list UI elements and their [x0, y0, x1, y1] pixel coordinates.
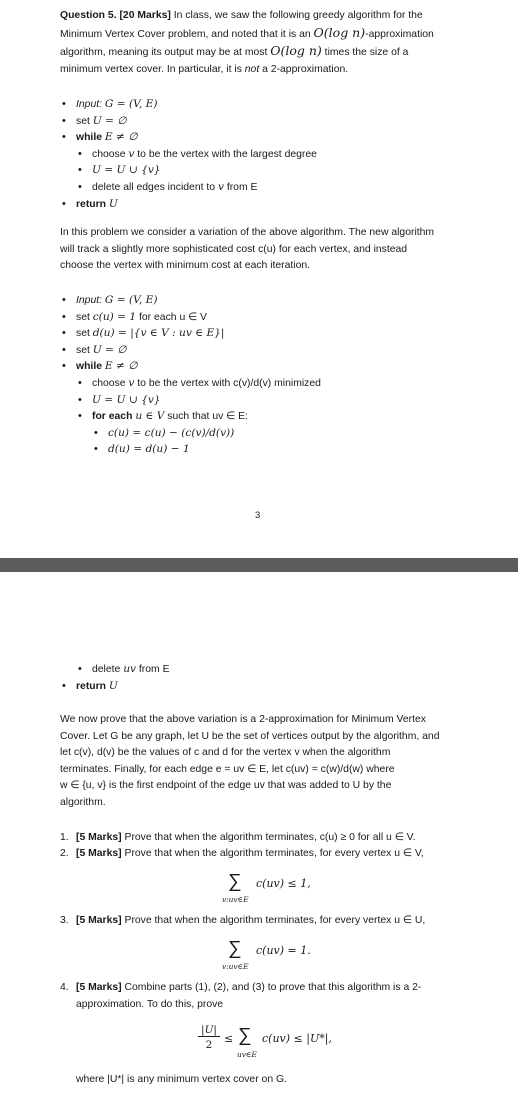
- text-line: terminates. Finally, for each edge e = uv ∈ E, let c(uv) = c(w)/d(w) where: [60, 763, 395, 775]
- text-line: We now prove that the above variation is a 2-approximation for Minimum Vertex: [60, 714, 426, 725]
- question-number: 3.: [60, 915, 69, 926]
- alg-step: • choose v to be the vertex with c(v)/d(v) minimized: [78, 375, 321, 392]
- alg-step: • U = U ∪ {v}: [78, 392, 321, 409]
- alg-step: • set d(u) = |{v ∈ V : uv ∈ E}|: [62, 325, 321, 342]
- sum-symbol: ∑: [228, 938, 242, 959]
- page-number: 3: [255, 510, 261, 521]
- intro-text: minimum vertex cover. In particular, it is: [60, 63, 245, 75]
- le-symbol: ≤: [224, 1032, 234, 1045]
- question-number: 1.: [60, 832, 69, 843]
- marks-label: [5 Marks]: [76, 915, 122, 926]
- sum-index: uv∈E: [237, 1050, 257, 1059]
- sum-symbol: ∑: [228, 871, 242, 892]
- text-line: algorithm.: [60, 796, 106, 808]
- alg-step: • set U = ∅: [62, 342, 321, 359]
- text-line: choose the vertex with minimum cost at each iteration.: [60, 260, 311, 272]
- intro-text: -approximation: [365, 28, 434, 40]
- alg-step: • set U = ∅: [62, 113, 317, 130]
- alg-step: • set c(u) = 1 for each u ∈ V: [62, 309, 321, 326]
- intro-paragraph: [60, 8, 460, 78]
- marks-label: [5 Marks]: [76, 848, 122, 859]
- question-number: 2.: [60, 848, 69, 859]
- alg-step: • while E ≠ ∅: [62, 358, 321, 375]
- equation-body: c(uv) = 1.: [256, 944, 311, 957]
- alg-step: • Input: G = (V, E): [62, 96, 317, 113]
- emphasis: not: [244, 63, 260, 75]
- alg-step: • c(u) = c(u) − (c(v)/d(v)): [94, 425, 321, 442]
- variation-paragraph: [60, 225, 470, 275]
- math-expr: O(log n): [270, 43, 322, 59]
- equation-body: c(uv) ≤ |U*|,: [262, 1032, 332, 1045]
- alg-step: • return U: [62, 196, 317, 213]
- text-line: In this problem we consider a variation of the above algorithm. The new algorithm: [60, 227, 435, 238]
- alg-step: • delete uv from E: [78, 661, 170, 678]
- intro-text: times the size of a: [321, 47, 409, 59]
- alg-step: • delete all edges incident to v from E: [78, 179, 317, 196]
- question-text: approximation. To do this, prove: [76, 998, 224, 1010]
- page-4: [0, 572, 518, 1109]
- question-3: [60, 913, 460, 930]
- intro-text: In class, we saw the following greedy algorithm for the: [170, 10, 423, 21]
- marks-label: [5 Marks]: [76, 832, 122, 843]
- text-line: will track a slightly more sophisticated cost c(u) for each vertex, and instead: [60, 243, 408, 255]
- marks-label: [5 Marks]: [76, 982, 122, 993]
- algorithm-continued-list: [62, 661, 170, 694]
- page-separator: [0, 558, 518, 572]
- alg-step: • choose v to be the vertex with the largest degree: [78, 146, 317, 163]
- intro-text: Minimum Vertex Cover problem, and noted that it is an: [60, 28, 314, 40]
- alg-step: • for each u ∈ V such that uv ∈ E:: [78, 408, 321, 425]
- equation-body: c(uv) ≤ 1,: [256, 877, 311, 890]
- sum-symbol: ∑: [238, 1025, 252, 1046]
- proof-setup-paragraph: [60, 712, 470, 812]
- text-line: w ∈ {u, v} is the first endpoint of the edge uv that was added to U by the: [60, 780, 392, 792]
- intro-text: algorithm, meaning its output may be at most: [60, 47, 271, 59]
- question-label: Question 5. [20 Marks]: [60, 10, 171, 21]
- sum-index: v:uv∈E: [222, 895, 249, 904]
- question-2: [60, 846, 460, 863]
- text-line: Cover. Let G be any graph, let U be the set of vertices output by the algorithm, and: [60, 730, 440, 742]
- greedy-algorithm-list: [62, 96, 317, 212]
- alg-step: • return U: [62, 678, 170, 695]
- sum-index: v:uv∈E: [222, 962, 249, 971]
- question-1: [60, 830, 460, 847]
- question-number: 4.: [60, 982, 69, 993]
- question-4-tail: where |U*| is any minimum vertex cover on G.: [76, 1074, 287, 1085]
- alg-step: • while E ≠ ∅: [62, 129, 317, 146]
- question-text: Prove that when the algorithm terminates, for every vertex u ∈ U,: [121, 915, 426, 926]
- question-4: [60, 980, 460, 1013]
- variation-algorithm-list: [62, 292, 321, 458]
- math-expr: O(log n): [313, 24, 366, 40]
- question-text: Prove that when the algorithm terminates, c(u) ≥ 0 for all u ∈ V.: [121, 832, 416, 843]
- fraction-numerator: |U|: [198, 1024, 220, 1037]
- question-text: Combine parts (1), (2), and (3) to prove that this algorithm is a 2-: [121, 982, 422, 993]
- question-text: Prove that when the algorithm terminates, for every vertex u ∈ V,: [121, 848, 424, 859]
- alg-step: • Input: G = (V, E): [62, 292, 321, 309]
- fraction-denominator: 2: [205, 1039, 213, 1051]
- alg-step: • U = U ∪ {v}: [78, 162, 317, 179]
- alg-step: • d(u) = d(u) − 1: [94, 441, 321, 458]
- text-line: let c(v), d(v) be the values of c and d for the vertex v when the algorithm: [60, 747, 391, 759]
- intro-text: a 2-approximation.: [259, 63, 349, 75]
